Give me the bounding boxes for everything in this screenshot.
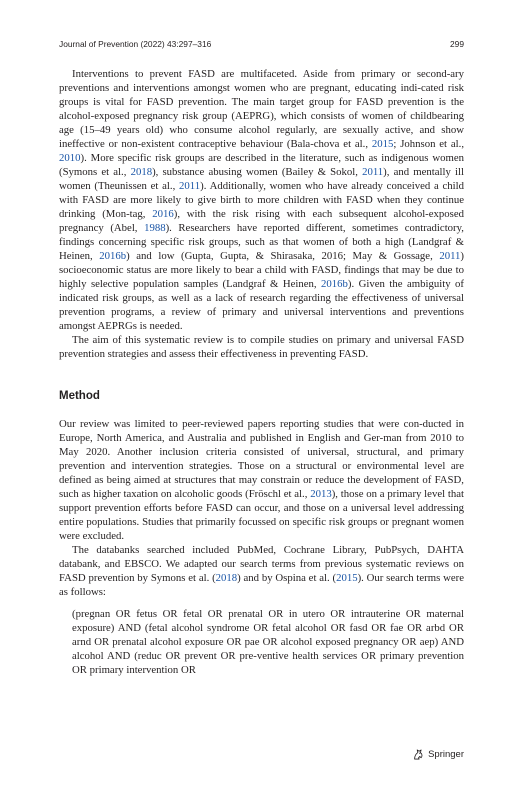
page-number: 299: [450, 39, 464, 49]
citation-link[interactable]: 2018: [215, 572, 238, 584]
method-paragraph-1: Our review was limited to peer-reviewed papers reporting studies that were con-ducted in Europe, North America, and Australia and published in English and Ger-man from 2010 to May 2020. Another inclusion criteria consisted of universal, structural, and primary prevention and intervention strategies. Those on a structural or environmental level are defined as being aimed at structures that may constrain or reduce the development of FASD, such as higher taxation on alcoholic goods (Fröschl et al., 2013), those on a primary level that support prevention efforts before FASD can occur, and those on a universal level addressing entire populations. Studies that primarily focussed on specific risk groups or pregnant women were excluded.: [59, 418, 464, 542]
citation-link[interactable]: 1988: [144, 222, 166, 234]
citation-link[interactable]: 2015: [336, 572, 358, 584]
section-heading-method: Method: [59, 390, 100, 402]
publisher-footer: [412, 748, 464, 761]
citation-link[interactable]: 2011: [439, 250, 461, 262]
citation-link[interactable]: 2016: [152, 208, 174, 220]
citation-link[interactable]: 2016b: [321, 278, 348, 290]
citation-link[interactable]: 2016b: [99, 250, 127, 262]
citation-link[interactable]: 2013: [310, 488, 332, 500]
citation-link[interactable]: 2011: [362, 166, 384, 178]
citation-link[interactable]: 2011: [179, 180, 201, 192]
search-query-block: (pregnan OR fetus OR fetal OR prenatal OR in utero OR intrauterine OR maternal exposure) AND (fetal alcohol syndrome OR fetal alcohol OR fasd OR fae OR arbd OR arnd OR prenatal alcohol exposure OR pae OR alcohol exposed pregnancy OR aep) AND alcohol AND (reduc OR prevent OR pre-ventive health services OR primary prevention OR primary intervention OR: [72, 608, 464, 676]
citation-link[interactable]: 2015: [371, 138, 394, 150]
intro-paragraph-1: Interventions to prevent FASD are multifaceted. Aside from primary or second-ary preventions and interventions amongst women who are pregnant, educating indi-cated risk groups is vital for FASD prevention. The main target group for FASD prevention is the alcohol-exposed pregnancy risk group (AEPRG), which consists of women of childbearing age (15–49 years old) who consume alcohol regularly, are sexually active, and show ineffective or non-existent contraceptive behaviour (Bala-chova et al., 2015; Johnson et al., 2010). More specific risk groups are described in the literature, such as indigenous women (Symons et al., 2018), substance abusing women (Bailey & Sokol, 2011), and mentally ill women (Theunissen et al., 2011). Additionally, women who have already conceived a child with FASD are more likely to give birth to more children with FASD when they continue drinking (Mon-tag, 2016), with the risk rising with each subsequent alcohol-exposed pregnancy (Abel, 1988). Researchers have reported different, sometimes contradictory, findings concerning specific risk groups, such as that women of both a high (Landgraf & Heinen, 2016b) and low (Gupta, Gupta, & Shirasaka, 2016; May & Gossage, 2011) socioeconomic status are more likely to bear a child with FASD, findings that may be due to highly selective population samples (Landgraf & Heinen, 2016b). Given the ambiguity of indicated risk groups, as well as a lack of research regarding the effectiveness of universal prevention programs, a review of primary and universal interventions and preventions amongst AEPRGs is needed.: [59, 68, 465, 332]
intro-paragraph-2: The aim of this systematic review is to compile studies on primary and universal FASD prevention strategies and assess their effectiveness in preventing FASD.: [59, 334, 464, 360]
publisher-name: Springer: [428, 749, 464, 760]
citation-link[interactable]: 2018: [130, 166, 153, 178]
journal-citation: Journal of Prevention (2022) 43:297–316: [59, 39, 212, 49]
method-paragraph-2: The databanks searched included PubMed, Cochrane Library, PubPsych, DAHTA databank, and EBSCO. We adapted our search terms from previous systematic reviews on FASD prevention by Symons et al. (2018) and by Ospina et al. (2015). Our search terms were as follows:: [59, 544, 464, 598]
citation-link[interactable]: 2010: [59, 152, 81, 164]
article-body: [59, 67, 464, 677]
running-header: [59, 39, 464, 49]
springer-horse-icon: [412, 748, 425, 761]
